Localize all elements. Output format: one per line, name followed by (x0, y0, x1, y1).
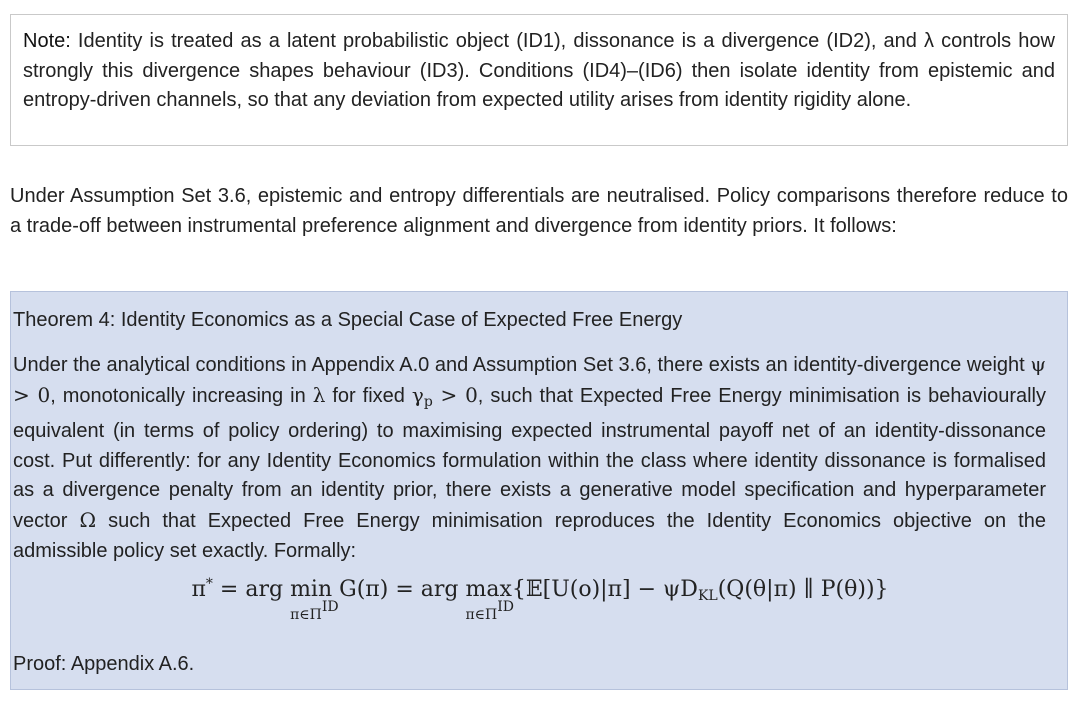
body-paragraph: Under Assumption Set 3.6, epistemic and entropy differentials are neutralised. Policy comparisons therefore reduce to a trade-off between instrumental preference alignment and divergence from identity priors. It follows: (10, 185, 1068, 237)
note-label: Note: (23, 30, 71, 52)
theorem-text-2: , monotonically increasing in (50, 384, 313, 407)
proof-label: Proof: (13, 653, 67, 675)
gamma-symbol: $\gamma_p > 0$ (411, 382, 478, 410)
omega-symbol: Ω (79, 507, 97, 532)
theorem-text-1: Under the analytical conditions in Appendix A.0 and Assumption Set 3.6, there exists an identity-divergence weight (13, 354, 1031, 376)
theorem-title: Theorem 4: Identity Economics as a Special Case of Expected Free Energy (13, 309, 683, 331)
theorem-text-4: , such that Expected Free Energy minimisation is behaviourally equivalent (in terms of policy ordering) to maximising expected instrumental payoff net of an identity-dissonance cost. Put differently: for any Identity Economics formulation within the class where identity dissonance is formalised as a divergence penalty from an identity prior, there exists a generative model specification and hyperparameter vector (13, 384, 1046, 532)
theorem-statement (13, 350, 1046, 566)
note-text: Identity is treated as a latent probabilistic object (ID1), dissonance is a divergence (ID2), and λ controls how strongly this divergence shapes behaviour (ID3). Conditions (ID4)–(ID6) then isolate identity from epistemic and entropy-driven channels, so that any deviation from expected utility arises from identity rigidity alone. (23, 30, 1055, 111)
theorem-text-3: for fixed (325, 384, 412, 407)
proof-line (13, 650, 194, 679)
lambda-symbol: λ (312, 382, 326, 407)
proof-text: Appendix A.6. (66, 653, 195, 675)
theorem-text-5: such that Expected Free Energy minimisation reproduces the Identity Economics objective on the admissible policy set exactly. Formally: (13, 509, 1046, 562)
psi-symbol: ψ > 0 (13, 352, 1046, 407)
max-operator: max $\pi\in\Pi^{ID}$ (465, 577, 515, 623)
min-operator: min $\pi\in\Pi^{ID}$ (290, 577, 339, 623)
note-paragraph (23, 27, 1055, 116)
equation: π* = arg min $\pi\in\Pi^{ID}$ G(π) = arg max $\pi\in\Pi^{ID}$ {𝔼[U(o)|π] − $\psi D_{KL}(Q(\theta|\pi)$ ∥ P(θ))} (191, 576, 889, 623)
note-box (10, 14, 1068, 146)
